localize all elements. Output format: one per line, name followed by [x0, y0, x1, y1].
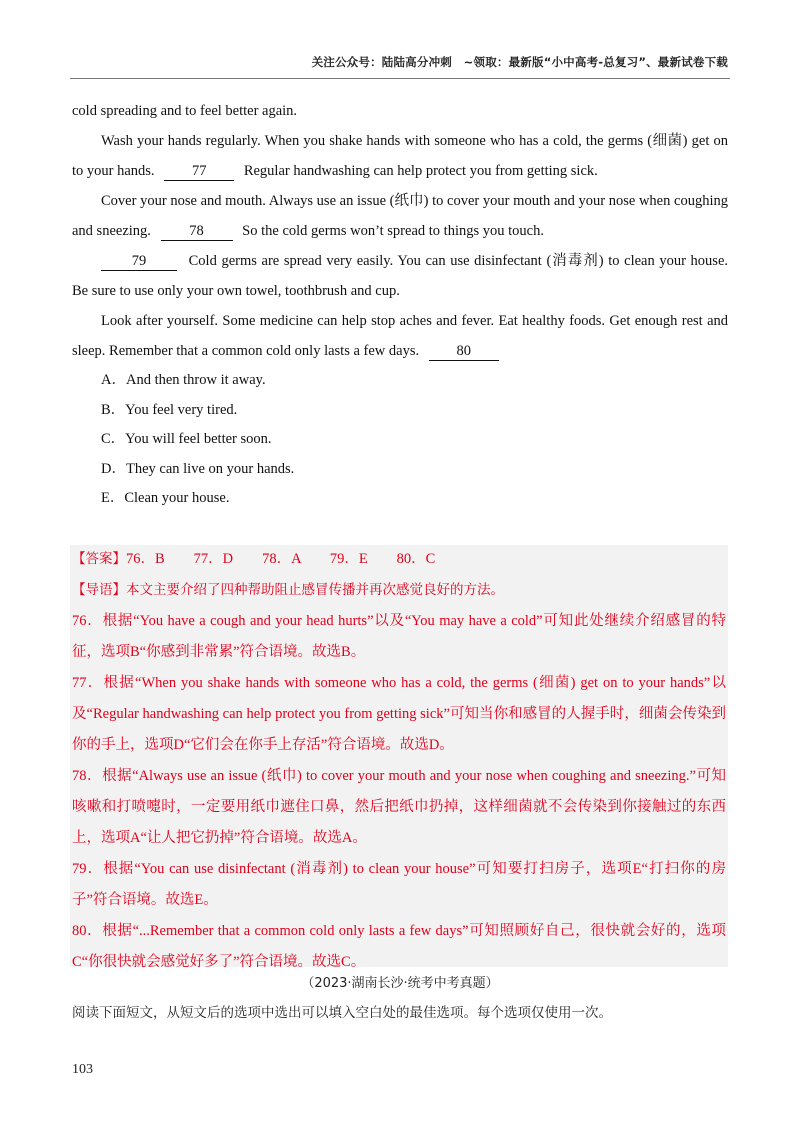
answer-guide-text: 本文主要介绍了四种帮助阻止感冒传播并再次感觉良好的方法。: [126, 582, 504, 598]
answer-key-label: 【答案】: [72, 551, 126, 567]
explanation-80: 80．根据“...Remember that a common cold only lasts a few days”可知照顾好自己，很快就会好的，选项C“你很快就会感觉好多了”符合语境。故选C。: [72, 923, 726, 970]
explanation-76: 76．根据“You have a cough and your head hurts”以及“You may have a cold”可知此处继续介绍感冒的特征，选项B“你感到非常累”符合语境。故选B。: [72, 613, 726, 660]
question-source: （2023·湖南长沙·统考中考真题）: [301, 976, 499, 991]
passage-paragraph-2: [72, 186, 728, 246]
paragraph-text: Regular handwashing can help protect you from getting sick.: [243, 163, 598, 179]
page-number: 103: [72, 1062, 93, 1077]
blank-80: 80: [429, 342, 499, 361]
paragraph-text: Cold germs are spread very easily. You can use disinfectant (消毒剂) to clean your house. Be sure to use only your own towel, toothbrush and cup.: [72, 253, 729, 299]
answer-guide: [72, 575, 726, 606]
explanation-78: 78．根据“Always use an issue (纸巾) to cover your mouth and your nose when coughing and sneezing.”可知咳嗽和打喷嚏时，一定要用纸巾遮住口鼻，然后把纸巾扔掉，这样细菌就不会传染到你接触过的东西上，选项A“让人把它扔掉”符合语境。故选A。: [72, 768, 726, 846]
passage: [72, 96, 728, 514]
answer-section: [72, 544, 726, 978]
paragraph-text: Look after yourself. Some medicine can help stop aches and fever. Eat healthy foods. Get enough rest and sleep. Remember that a common cold only lasts a few days.: [72, 313, 728, 359]
passage-paragraph-0: cold spreading and to feel better again.: [72, 103, 298, 119]
option-d: D．They can live on your hands.: [101, 460, 295, 477]
option-a: A．And then throw it away.: [101, 372, 266, 388]
answer-key-values: 76．B 77．D 78．A 79．E 80．C: [126, 551, 436, 567]
header-divider: [70, 78, 730, 79]
passage-paragraph-1: [72, 126, 728, 186]
answer-key: [72, 544, 726, 575]
option-b: B．You feel very tired.: [101, 401, 238, 418]
paragraph-text: Wash your hands regularly. When you shake hands with someone who has a cold, the germs (细菌) get on to your hands.: [72, 133, 728, 179]
blank-78: 78: [161, 222, 233, 241]
options-list: [72, 366, 728, 514]
passage-paragraph-4: [72, 306, 728, 366]
blank-79: 79: [101, 252, 177, 271]
paragraph-text: Cover your nose and mouth. Always use an issue (纸巾) to cover your mouth and your nose when coughing and sneezing.: [72, 193, 728, 239]
answer-guide-label: 【导语】: [72, 582, 126, 598]
option-c: C．You will feel better soon.: [101, 431, 272, 447]
blank-77: 77: [164, 162, 234, 181]
question-instruction: 阅读下面短文，从短文后的选项中选出可以填入空白处的最佳选项。每个选项仅使用一次。: [72, 1005, 612, 1021]
page-header: 关注公众号：陆陆高分冲刺 ~领取：最新版“小中高考-总复习”、最新试卷下载: [311, 55, 728, 69]
passage-paragraph-3: [72, 246, 728, 306]
option-e: E．Clean your house.: [101, 490, 230, 506]
explanation-77: 77．根据“When you shake hands with someone who has a cold, the germs (细菌) get on to your hands”以及“Regular handwashing can help protect you from getting sick”可知当你和感冒的人握手时，细菌会传染到你的手上，选项D“它们会在你手上存活”符合语境。故选D。: [72, 675, 726, 753]
paragraph-text: So the cold germs won’t spread to things you touch.: [242, 223, 544, 239]
explanation-79: 79．根据“You can use disinfectant (消毒剂) to clean your house”可知要打扫房子，选项E“打扫你的房子”符合语境。故选E。: [72, 861, 726, 908]
